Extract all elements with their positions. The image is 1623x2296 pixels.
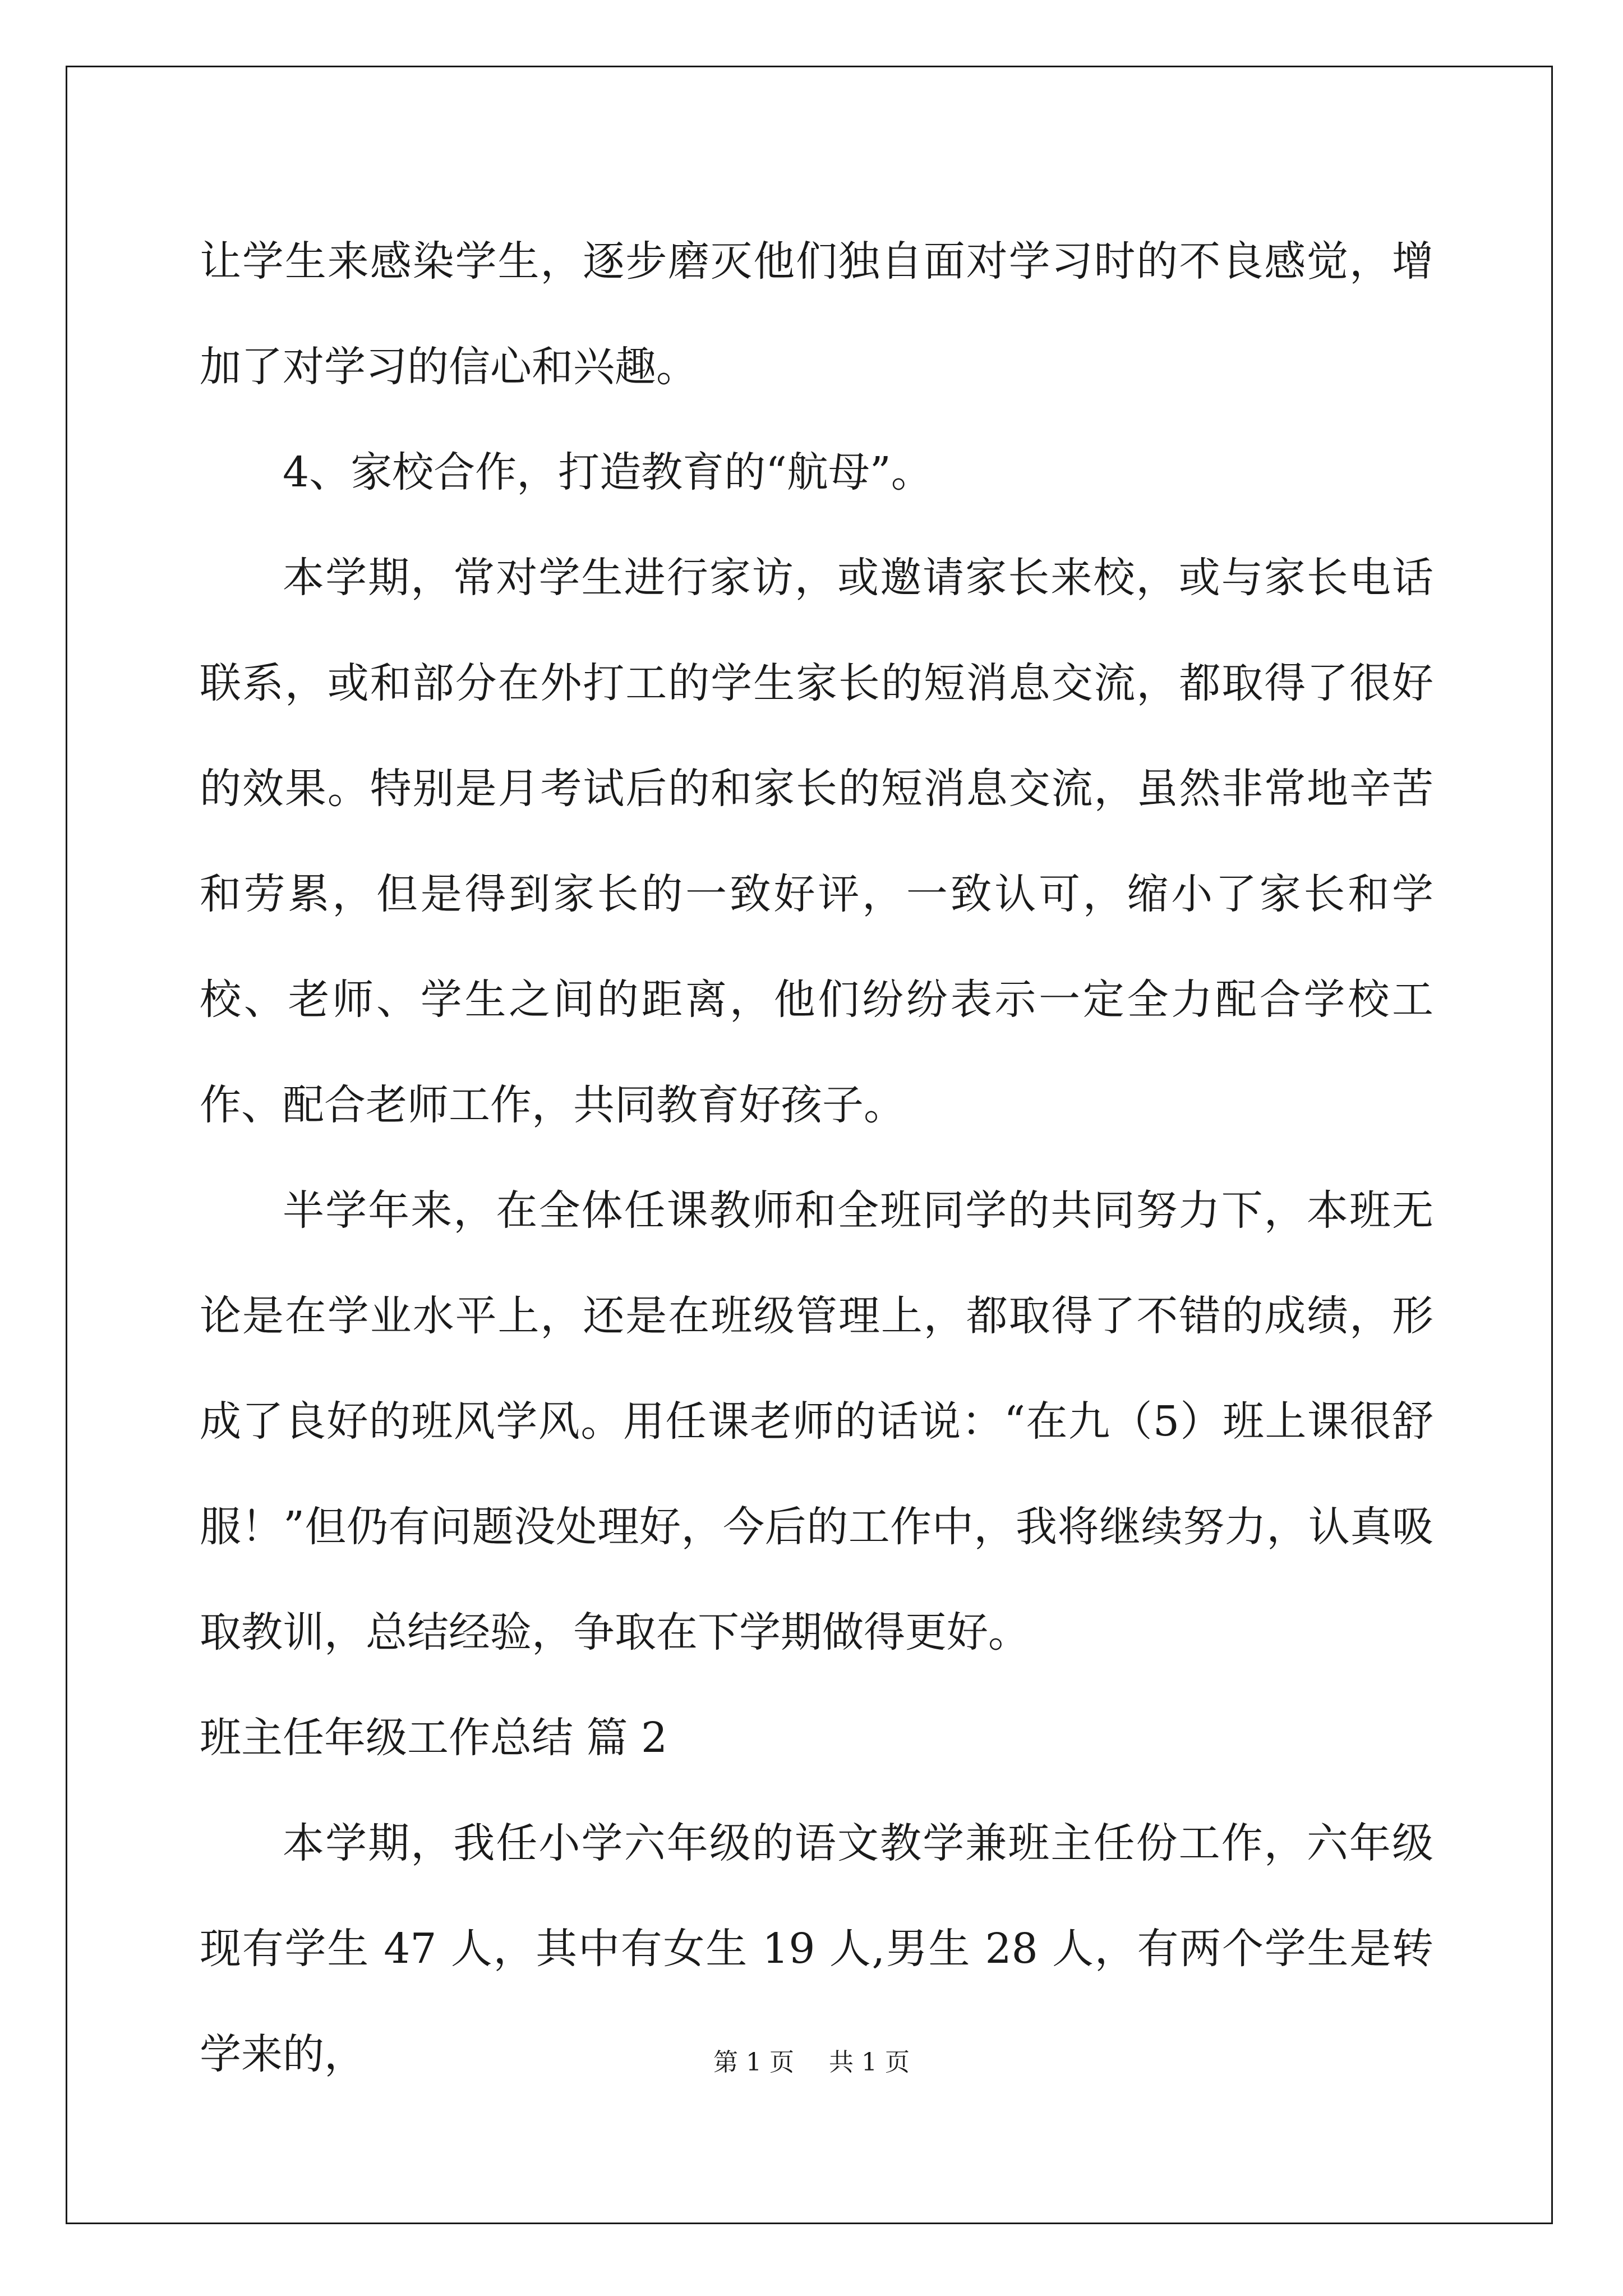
paragraph-continuation: 让学生来感染学生，逐步磨灭他们独自面对学习时的不良感觉，增加了对学习的信心和兴趣。 <box>200 237 1433 391</box>
page-number: 第 1 页 <box>713 2048 794 2077</box>
paragraph-semester-summary: 半学年来，在全体任课教师和全班同学的共同努力下，本班无论是在学业水平上，还是在班级管理上，都取得了不错的成绩，形成了良好的班风学风。用任课老师的话说：“在九（5）班上课很舒服！”但仍有问题没处理好，今后的工作中，我将继续努力，认真吸取教训，总结经验，争取在下学期做得更好。 <box>200 1186 1433 1657</box>
page-footer <box>0 2042 1623 2078</box>
page-total: 共 1 页 <box>829 2048 910 2077</box>
section-heading-4: 4、家校合作，打造教育的“航母”。 <box>283 448 933 496</box>
document-body <box>200 209 1433 2107</box>
paragraph-class-intro: 本学期，我任小学六年级的语文教学兼班主任份工作，六年级现有学生 47 人，其中有女生 19 人,男生 28 人，有两个学生是转学来的， <box>200 1819 1434 2078</box>
paragraph-home-visits: 本学期，常对学生进行家访，或邀请家长来校，或与家长电话联系，或和部分在外打工的学生家长的短消息交流，都取得了很好的效果。特别是月考试后的和家长的短消息交流，虽然非常地辛苦和劳累，但是得到家长的一致好评，一致认可，缩小了家长和学校、老师、学生之间的距离，他们纷纷表示一定全力配合学校工作、配合老师工作，共同教育好孩子。 <box>200 554 1433 1129</box>
article-title-part-2: 班主任年级工作总结 篇 2 <box>200 1714 668 1762</box>
